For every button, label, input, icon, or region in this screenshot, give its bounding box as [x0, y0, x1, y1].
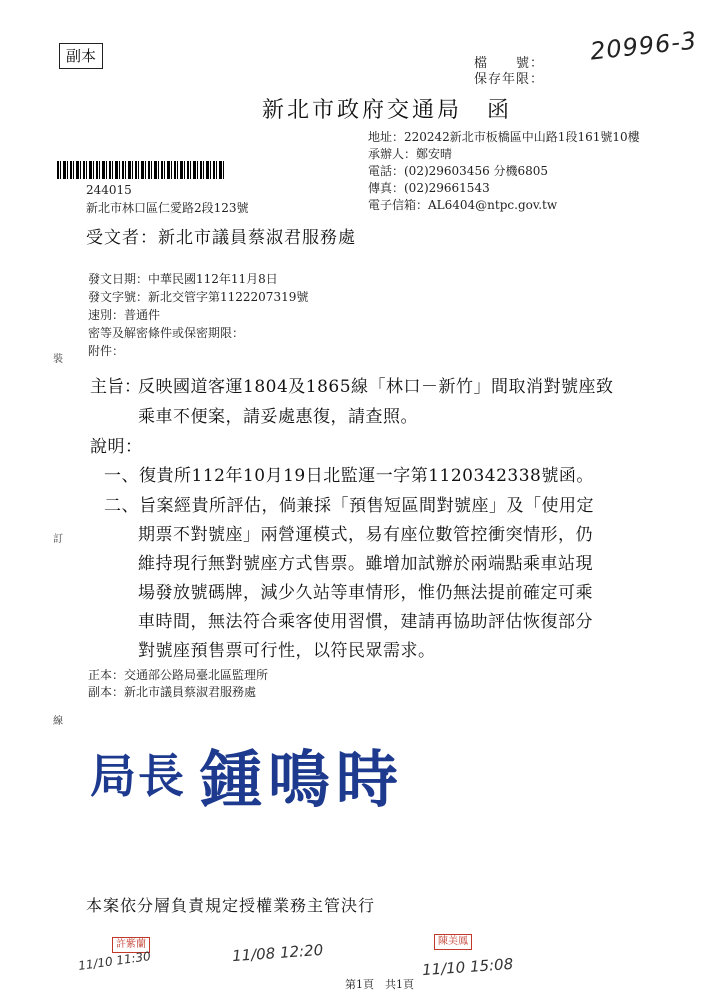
copy-label-box: 副本: [59, 43, 103, 69]
approval-stamp-left: 許紫蘭: [112, 937, 150, 953]
distribution-original: 正本：交通部公路局臺北區監理所: [88, 668, 269, 682]
authority-note: 本案依分層負責規定授權業務主管決行: [86, 896, 376, 915]
handwritten-time-right: 11/10 15:08: [421, 954, 514, 980]
director-signature: 鍾鳴時: [200, 743, 405, 816]
recipient: 受文者：新北市議員蔡淑君服務處: [86, 228, 356, 248]
subject-line-2: 乘車不便案，請妥處惠復，請查照。: [138, 407, 418, 427]
page-number: 第1頁 共1頁: [345, 978, 414, 991]
retention-label: 保存年限：: [474, 72, 545, 87]
contact-fax: 傳真：(02)29661543: [368, 181, 490, 195]
postal-code: 244015: [86, 183, 132, 197]
subject-label: 主旨：: [90, 377, 141, 397]
contact-handler: 承辦人：鄭安晴: [368, 147, 453, 161]
explanation-item-2-line-4: 場發放號碼牌，減少久站等車情形，惟仍無法提前確定可乘: [138, 583, 593, 603]
handwritten-time-left: 11/10 11:30: [77, 948, 152, 974]
director-title: 局長: [90, 749, 186, 803]
document-number: 發文字號：新北交管字第1122207319號: [88, 290, 309, 304]
attachments: 附件：: [88, 344, 125, 358]
handwritten-file-number: 20996-3: [588, 26, 699, 66]
contact-email: 電子信箱：AL6404@ntpc.gov.tw: [368, 198, 558, 212]
subject-line-1: 反映國道客運1804及1865線「林口－新竹」間取消對號座致: [138, 377, 614, 397]
document-title: 新北市政府交通局 函: [262, 98, 513, 123]
file-number-label: 檔 號：: [474, 56, 545, 71]
margin-mark-bind: 裝: [53, 354, 63, 365]
delivery-speed: 速別：普通件: [88, 308, 161, 322]
postal-barcode: [57, 161, 225, 179]
explanation-label: 說明：: [90, 437, 143, 457]
distribution-copy: 副本：新北市議員蔡淑君服務處: [88, 685, 257, 699]
margin-mark-line: 線: [53, 716, 63, 727]
explanation-item-2-line-6: 對號座預售票可行性，以符民眾需求。: [138, 641, 436, 661]
security-level: 密等及解密條件或保密期限：: [88, 326, 245, 340]
contact-address: 地址：220242新北市板橋區中山路1段161號10樓: [368, 130, 640, 144]
explanation-item-2-line-3: 維持現行無對號座方式售票。雖增加試辦於兩端點乘車站現: [138, 554, 593, 574]
explanation-item-2-line-2: 期票不對號座」兩營運模式，易有座位數管控衝突情形，仍: [138, 525, 593, 545]
margin-mark-staple: 訂: [53, 534, 63, 545]
handwritten-time-middle: 11/08 12:20: [231, 940, 324, 966]
approval-stamp-right: 陳美鳳: [434, 934, 472, 950]
explanation-item-2-line-1: 二、旨案經貴所評估，倘兼採「預售短區間對號座」及「使用定: [104, 496, 594, 516]
contact-phone: 電話：(02)29603456 分機6805: [368, 164, 549, 178]
explanation-item-2-line-5: 車時間，無法符合乘客使用習慣，建請再協助評估恢復部分: [138, 612, 593, 632]
mailing-address: 新北市林口區仁愛路2段123號: [86, 201, 249, 215]
issue-date: 發文日期：中華民國112年11月8日: [88, 272, 278, 286]
explanation-item-1: 一、復貴所112年10月19日北監運一字第1120342338號函。: [104, 466, 594, 486]
